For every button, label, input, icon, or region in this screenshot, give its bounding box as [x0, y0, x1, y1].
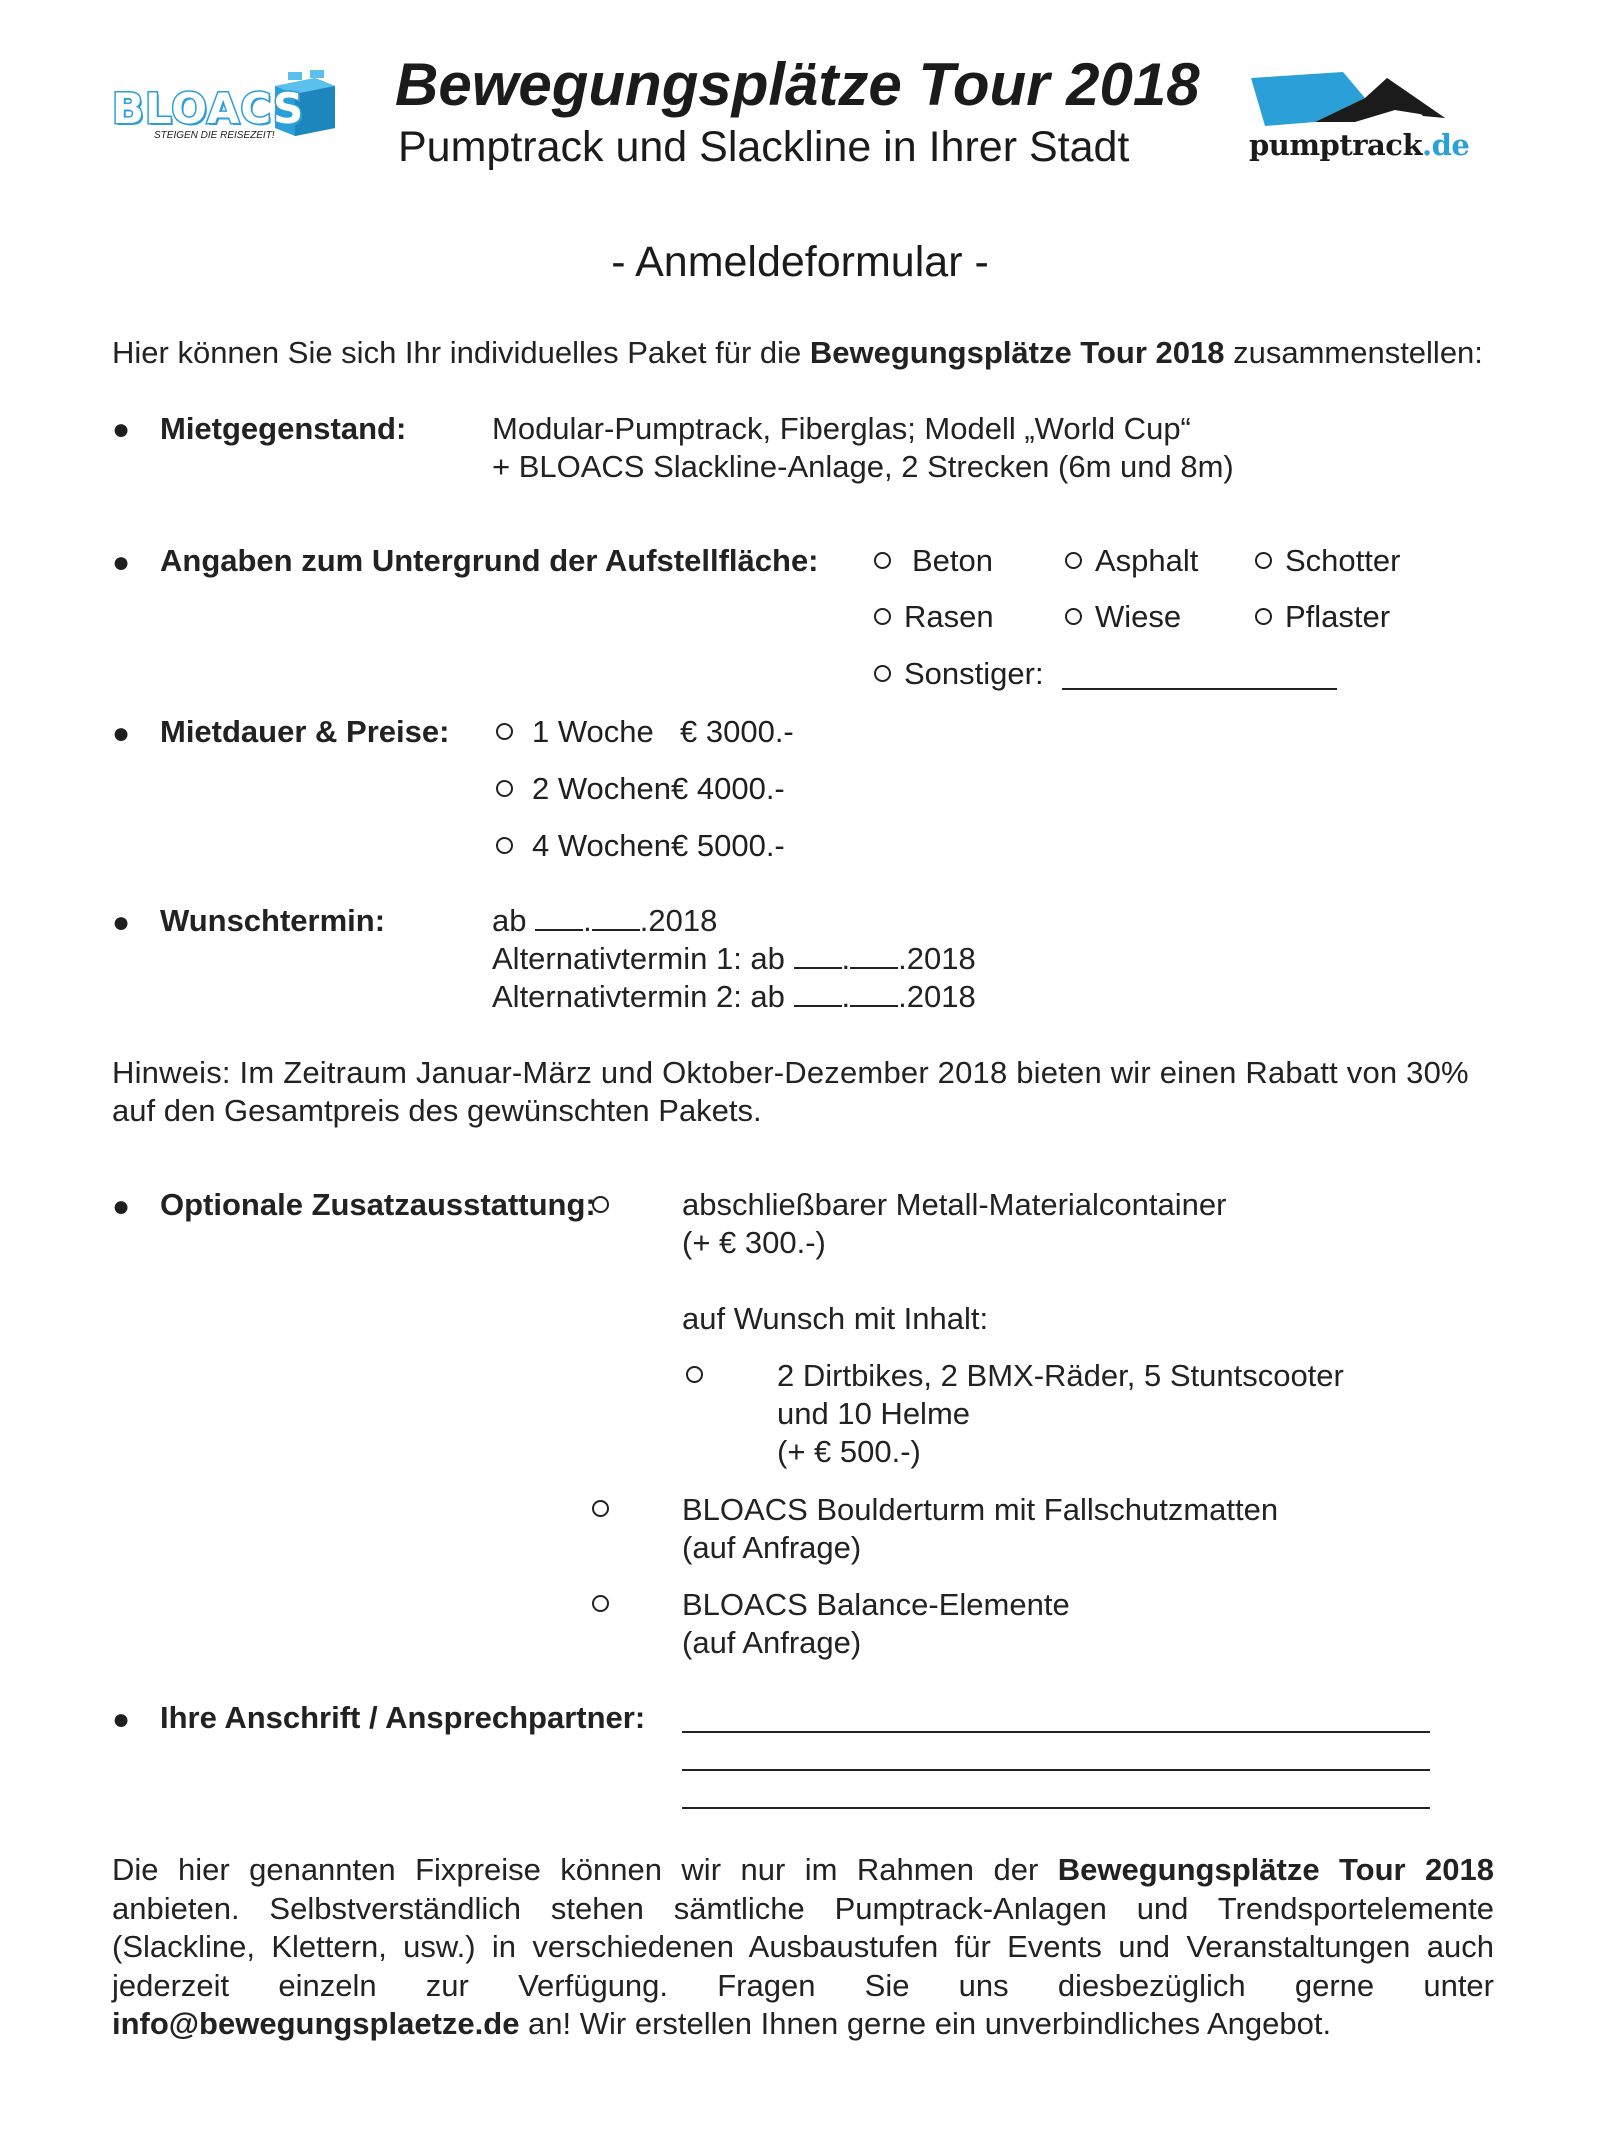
- pumptrack-logo-text: [1249, 128, 1469, 162]
- wunschtermin-label: Wunschtermin:: [160, 903, 386, 938]
- wunschtermin-line: ab . .2018: [492, 903, 718, 938]
- pumptrack-logo-tld: .de: [1422, 128, 1470, 162]
- pumptrack-logo-main: pumptrack: [1249, 128, 1423, 162]
- pumptrack-ramp-icon: [1245, 70, 1465, 130]
- bloacs-logo: [110, 68, 340, 148]
- mietgegenstand-line1: Modular-Pumptrack, Fiberglas; Modell „World Cup“: [492, 411, 1191, 446]
- anschrift-input-line-2[interactable]: [682, 1769, 1430, 1771]
- intro-text: [112, 334, 1483, 372]
- page-title: Bewegungsplätze Tour 2018: [395, 51, 1200, 118]
- bloacs-logo-text: BLOACS: [112, 84, 305, 133]
- hinweis-line2: auf den Gesamtpreis des gewünschten Pakets.: [112, 1093, 762, 1128]
- intro-post: zusammenstellen:: [1224, 335, 1483, 370]
- bullet: ●: [112, 906, 131, 939]
- anschrift-input-line-3[interactable]: [682, 1807, 1430, 1809]
- bullet: ●: [112, 413, 131, 446]
- month-input[interactable]: [592, 903, 640, 931]
- radio-button[interactable]: [1255, 608, 1272, 625]
- bloacs-tagline: STEIGEN DIE REISEZEIT!: [154, 130, 275, 141]
- intro-bold: Bewegungsplätze Tour 2018: [809, 335, 1225, 370]
- zusatz-inhalt-radio[interactable]: [686, 1366, 703, 1383]
- alternativtermin-2-line: Alternativtermin 2: ab . .2018: [492, 979, 976, 1014]
- mietgegenstand-line2: + BLOACS Slackline-Anlage, 2 Strecken (6m und 8m): [492, 449, 1234, 484]
- radio-button[interactable]: [1065, 552, 1082, 569]
- day-input[interactable]: [794, 941, 842, 969]
- zusatz-inhalt-line1: 2 Dirtbikes, 2 BMX-Räder, 5 Stuntscooter: [777, 1358, 1344, 1393]
- contact-email[interactable]: info@bewegungsplaetze.de: [112, 2006, 520, 2041]
- intro-pre: Hier können Sie sich Ihr individuelles Paket für die: [112, 335, 810, 370]
- hinweis-line1: Hinweis: Im Zeitraum Januar-März und Oktober-Dezember 2018 bieten wir einen Rabatt von 30%: [112, 1055, 1469, 1090]
- zusatz-container-radio[interactable]: [592, 1196, 609, 1213]
- sonstiger-input-line[interactable]: [1062, 688, 1337, 690]
- footer-paragraph: Die hier genannten Fixpreise können wir nur im Rahmen der Bewegungsplätze Tour 2018 anbieten. Selbstverständlich stehen sämtliche Pumptrack-Anlagen und Trendsportelemente (Slackline, Klettern, usw.) in verschiedenen Ausbaustufen für Events und Veranstaltungen auch jederzeit einzeln zur Verfügung. Fragen Sie uns diesbezüglich gerne unter info@bewegungsplaetze.de an! Wir erstellen Ihnen gerne ein unverbindliches Angebot.: [112, 1852, 1494, 2041]
- zusatz-label: Optionale Zusatzausstattung:: [160, 1187, 596, 1222]
- untergrund-label: Angaben zum Untergrund der Aufstellfläche:: [160, 543, 819, 578]
- form-title: - Anmeldeformular -: [611, 238, 989, 286]
- page-subtitle: Pumptrack und Slackline in Ihrer Stadt: [398, 123, 1130, 171]
- zusatz-container-line2: (+ € 300.-): [682, 1225, 826, 1260]
- radio-button[interactable]: [496, 723, 513, 740]
- radio-button[interactable]: [1065, 608, 1082, 625]
- alternativtermin-1-line: Alternativtermin 1: ab . .2018: [492, 941, 976, 976]
- radio-button[interactable]: [496, 837, 513, 854]
- radio-button[interactable]: [874, 552, 891, 569]
- radio-button[interactable]: [1255, 552, 1272, 569]
- mietdauer-label: Mietdauer & Preise:: [160, 714, 450, 749]
- anschrift-label: Ihre Anschrift / Ansprechpartner:: [160, 1700, 646, 1735]
- zusatz-inhalt-line3: (+ € 500.-): [777, 1434, 921, 1469]
- radio-button[interactable]: [874, 608, 891, 625]
- zusatz-boulder-line1: BLOACS Boulderturm mit Fallschutzmatten: [682, 1492, 1279, 1527]
- zusatz-inhalt-intro: auf Wunsch mit Inhalt:: [682, 1301, 989, 1336]
- day-input[interactable]: [535, 903, 583, 931]
- radio-button[interactable]: [874, 665, 891, 682]
- footer-bold: Bewegungsplätze Tour 2018: [1057, 1852, 1494, 1887]
- zusatz-inhalt-line2: und 10 Helme: [777, 1396, 971, 1431]
- zusatz-boulder-radio[interactable]: [592, 1500, 609, 1517]
- bullet: ●: [112, 717, 131, 750]
- month-input[interactable]: [850, 941, 898, 969]
- pumptrack-logo: [1245, 70, 1470, 170]
- bullet: ●: [112, 546, 131, 579]
- mietgegenstand-label: Mietgegenstand:: [160, 411, 407, 446]
- bullet: ●: [112, 1190, 131, 1223]
- month-input[interactable]: [850, 979, 898, 1007]
- zusatz-balance-line1: BLOACS Balance-Elemente: [682, 1587, 1070, 1622]
- anschrift-input-line-1[interactable]: [682, 1731, 1430, 1733]
- day-input[interactable]: [794, 979, 842, 1007]
- bullet: ●: [112, 1703, 131, 1736]
- zusatz-container-line1: abschließbarer Metall-Materialcontainer: [682, 1187, 1227, 1222]
- zusatz-balance-line2: (auf Anfrage): [682, 1625, 862, 1660]
- zusatz-balance-radio[interactable]: [592, 1595, 609, 1612]
- zusatz-boulder-line2: (auf Anfrage): [682, 1530, 862, 1565]
- radio-button[interactable]: [496, 780, 513, 797]
